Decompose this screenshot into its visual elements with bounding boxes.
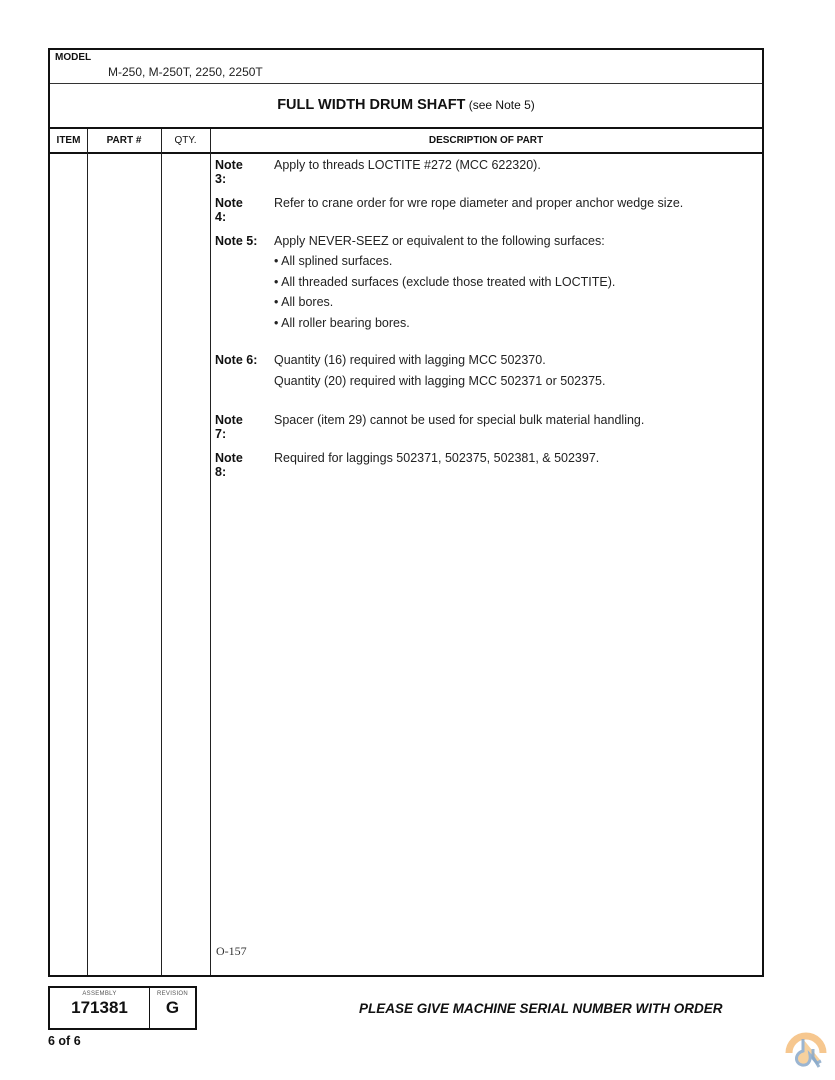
column-divider [210,129,211,975]
note-text: Quantity (20) required with lagging MCC 502371 or 502375. [274,374,606,388]
note-6 [215,353,735,393]
note-text: Refer to crane order for wre rope diameter and proper anchor wedge size. [274,196,684,210]
header-item: ITEM [56,135,81,146]
note-bullet: • All bores. [274,295,334,309]
revision-cell [150,988,195,1028]
parts-list-frame [48,48,764,977]
note-label: Note 3: [215,158,243,186]
note-label: Note 8: [215,451,243,479]
revision-value: G [165,998,180,1017]
header-description: DESCRIPTION OF PART [428,135,544,146]
footer-note: PLEASE GIVE MACHINE SERIAL NUMBER WITH ORDER [359,1001,723,1016]
note-label: Note 6: [215,353,258,367]
page-subtitle: (see Note 5) [465,98,535,112]
crane-network-logo-icon [783,1027,829,1073]
description-body [213,154,762,975]
assembly-label: ASSEMBLY [82,991,117,997]
page-number: 6 of 6 [48,1034,81,1048]
note-text: Apply to threads LOCTITE #272 (MCC 622320). [274,158,541,172]
assembly-box [48,986,197,1030]
note-label: Note 5: [215,234,258,248]
note-5 [215,234,735,334]
model-row [50,50,762,84]
table-header [50,129,762,154]
model-value: M-250, M-250T, 2250, 2250T [108,65,263,79]
revision-label: REVISION [156,991,189,997]
note-bullet: • All threaded surfaces (exclude those treated with LOCTITE). [274,275,616,289]
note-bullet: • All splined surfaces. [274,254,393,268]
column-divider [87,129,88,975]
note-label: Note 4: [215,196,243,224]
title-row [50,84,762,129]
column-divider [161,129,162,975]
note-text: Spacer (item 29) cannot be used for special bulk material handling. [274,413,645,427]
note-text: Apply NEVER-SEEZ or equivalent to the following surfaces: [274,234,605,248]
note-text: Required for laggings 502371, 502375, 502381, & 502397. [274,451,600,465]
note-text: Quantity (16) required with lagging MCC 502370. [274,353,546,367]
assembly-number: 171381 [71,998,128,1017]
header-part: PART # [106,135,142,146]
model-label: MODEL [55,52,92,63]
document-code: O-157 [216,944,247,958]
assembly-cell [50,988,150,1028]
note-bullet: • All roller bearing bores. [274,316,410,330]
header-qty: QTY. [174,135,197,146]
page-title: FULL WIDTH DRUM SHAFT [277,97,466,113]
note-label: Note 7: [215,413,243,441]
